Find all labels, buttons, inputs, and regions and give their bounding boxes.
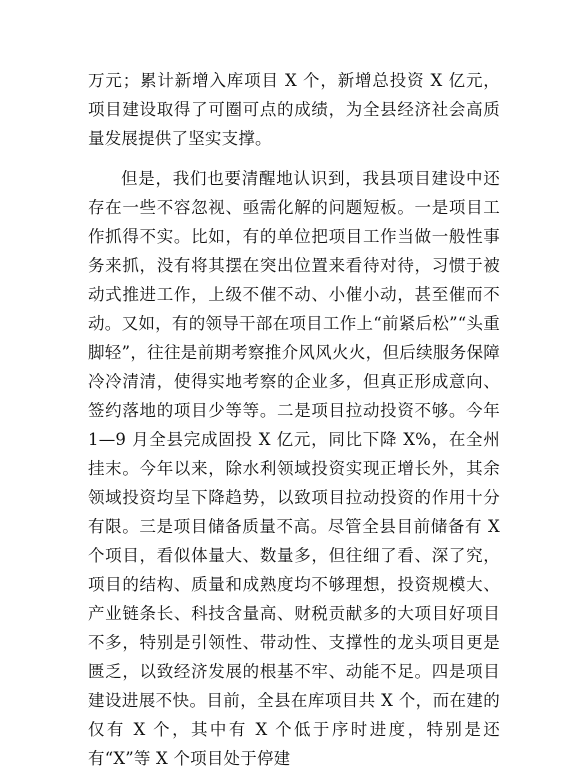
paragraph-1: 万元；累计新增入库项目 X 个，新增总投资 X 亿元，项目建设取得了可圈可点的成绩，为全县经济社会高质量发展提供了坚实支撑。 — [88, 71, 500, 148]
paragraph-2: 但是，我们也要清醒地认识到，我县项目建设中还存在一些不容忽视、亟需化解的问题短板。一是项目工作抓得不实。比如，有的单位把项目工作当做一般性事务来抓，没有将其摆在突出位置来看待对待，习惯于被动式推进工作，上级不催不动、小催小动，甚至催而不动。又如，有的领导干部在项目工作上“前紧后松”“头重脚轻”，往往是前期考察推介风风火火，但后续服务保障冷冷清清，使得实地考察的企业多，但真正形成意向、签约落地的项目少等等。二是项目拉动投资不够。今年 1—9 月全县完成固投 X 亿元，同比下降 X%，在全州挂末。今年以来，除水利领域投资实现正增长外，其余领域投资均呈下降趋势，以致项目拉动投资的作用十分有限。三是项目储备质量不高。尽管全县目前储备有 X 个项目，看似体量大、数量多，但往细了看、深了究，项目的结构、质量和成熟度均不够理想，投资规模大、产业链条长、科技含量高、财税贡献多的大项目好项目不多，特别是引领性、带动性、支撑性的龙头项目更是匮乏，以致经济发展的根基不牢、动能不足。四是项目建设进展不快。目前，全县在库项目共 X 个，而在建的仅有 X 个，其中有 X 个低于序时进度，特别是还有“X”等 X 个项目处于停建 — [88, 169, 500, 768]
text-block-2 — [88, 164, 500, 773]
text-block-1 — [88, 66, 500, 153]
